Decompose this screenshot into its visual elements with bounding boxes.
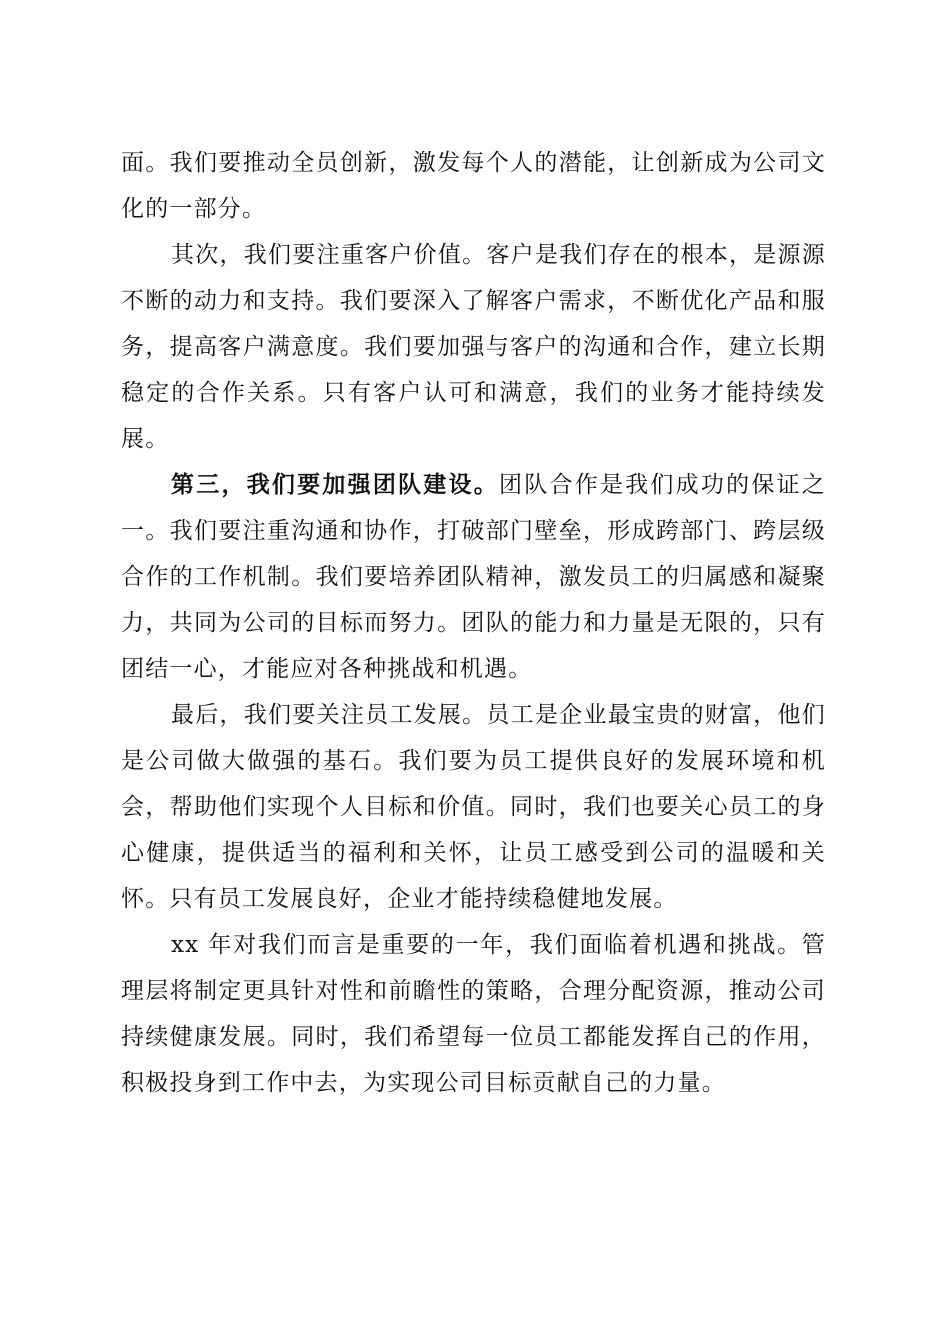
paragraph-1	[121, 140, 826, 232]
document-body	[121, 140, 826, 1106]
paragraph-3-lead: 第三，我们要加强团队建设。	[171, 471, 500, 498]
paragraph-3	[121, 462, 826, 692]
paragraph-1-text: 面。我们要推动全员创新，激发每个人的潜能，让创新成为公司文化的一部分。	[121, 150, 826, 222]
paragraph-2-text: 其次，我们要注重客户价值。客户是我们存在的根本，是源源不断的动力和支持。我们要深入了解客户需求，不断优化产品和服务，提高客户满意度。我们要加强与客户的沟通和合作，建立长期稳定的合作关系。只有客户认可和满意，我们的业务才能持续发展。	[121, 242, 826, 452]
paragraph-4-text: 最后，我们要关注员工发展。员工是企业最宝贵的财富，他们是公司做大做强的基石。我们要为员工提供良好的发展环境和机会，帮助他们实现个人目标和价值。同时，我们也要关心员工的身心健康，提供适当的福利和关怀，让员工感受到公司的温暖和关怀。只有员工发展良好，企业才能持续稳健地发展。	[121, 702, 826, 912]
paragraph-4	[121, 692, 826, 922]
paragraph-2	[121, 232, 826, 462]
paragraph-3-text: 团队合作是我们成功的保证之一。我们要注重沟通和协作，打破部门壁垒，形成跨部门、跨层级合作的工作机制。我们要培养团队精神，激发员工的归属感和凝聚力，共同为公司的目标而努力。团队的能力和力量是无限的，只有团结一心，才能应对各种挑战和机遇。	[121, 472, 826, 682]
paragraph-5	[121, 922, 826, 1106]
paragraph-5-text: xx 年对我们而言是重要的一年，我们面临着机遇和挑战。管理层将制定更具针对性和前瞻性的策略，合理分配资源，推动公司持续健康发展。同时，我们希望每一位员工都能发挥自己的作用，积极投身到工作中去，为实现公司目标贡献自己的力量。	[121, 932, 826, 1096]
